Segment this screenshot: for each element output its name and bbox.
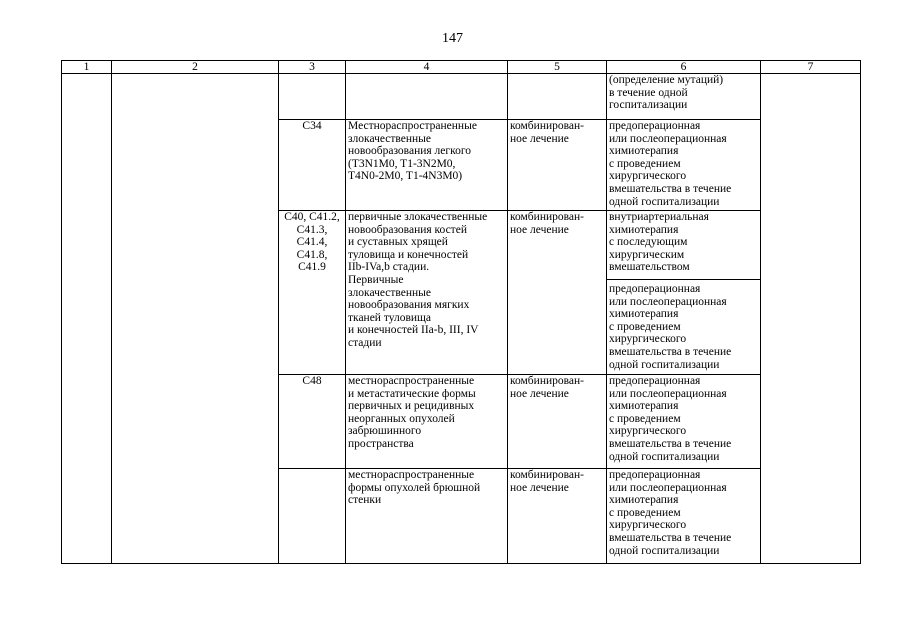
description-cell: местнораспространенные и метастатические формы первичных и рецидивных неорганных опухолей забрюшинного пространства: [346, 375, 508, 469]
column-number: 1: [62, 61, 112, 74]
treatment-cell: [508, 74, 607, 120]
empty-cell: [62, 74, 112, 564]
column-number: 6: [607, 61, 761, 74]
method-cell: предоперационная или послеоперационная химиотерапия с проведением хирургического вмешательства в течение одной госпитализации: [607, 375, 761, 469]
column-number: 2: [112, 61, 279, 74]
method-cell: (определение мутаций) в течение одной госпитализации: [607, 74, 761, 120]
code-cell: [279, 74, 346, 120]
page-number: 147: [442, 31, 463, 46]
treatment-cell: комбинирован- ное лечение: [508, 469, 607, 564]
empty-cell: [761, 74, 861, 564]
description-cell: Местнораспространенные злокачественные новообразования легкого (T3N1M0, T1-3N2M0, T4N0-2M0, T1-4N3M0): [346, 120, 508, 211]
column-number: 3: [279, 61, 346, 74]
treatment-cell: комбинирован- ное лечение: [508, 375, 607, 469]
description-cell: местнораспространенные формы опухолей брюшной стенки: [346, 469, 508, 564]
method-cell: предоперационная или послеоперационная химиотерапия с проведением хирургического вмешательства в течение одной госпитализации: [607, 469, 761, 564]
column-number: 5: [508, 61, 607, 74]
treatment-cell: комбинирован- ное лечение: [508, 120, 607, 211]
code-cell: С40, С41.2, С41.3, С41.4, С41.8, С41.9: [279, 211, 346, 375]
code-cell: [279, 469, 346, 564]
column-number: 4: [346, 61, 508, 74]
code-cell: С48: [279, 375, 346, 469]
treatment-cell: комбинирован- ное лечение: [508, 211, 607, 375]
table-row: [62, 74, 861, 120]
column-number: 7: [761, 61, 861, 74]
description-cell: первичные злокачественные новообразования костей и суставных хрящей туловища и конечностей IIb-IVa,b стадии. Первичные злокачественные новообразования мягких тканей туловища и конечностей IIa-b, III, IV стадии: [346, 211, 508, 375]
method-cell: внутриартериальная химиотерапия с последующим хирургическим вмешательством: [607, 211, 761, 280]
services-table: [61, 60, 861, 564]
method-cell-2: предоперационная или послеоперационная химиотерапия с проведением хирургического вмешательства в течение одной госпитализации: [607, 280, 761, 375]
column-number-row: [62, 61, 861, 74]
code-cell: С34: [279, 120, 346, 211]
description-cell: [346, 74, 508, 120]
empty-cell: [112, 74, 279, 564]
method-cell: предоперационная или послеоперационная химиотерапия с проведением хирургического вмешательства в течение одной госпитализации: [607, 120, 761, 211]
